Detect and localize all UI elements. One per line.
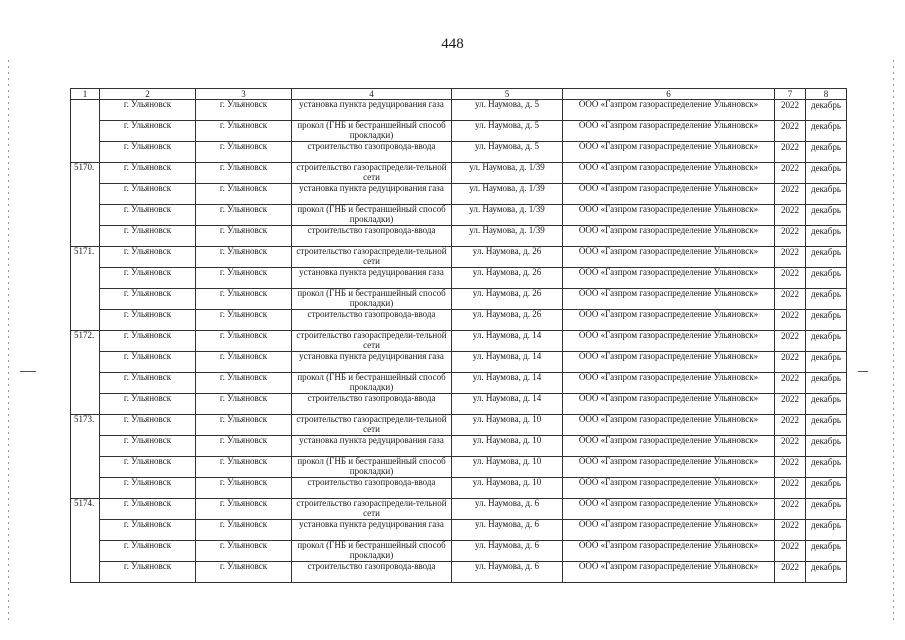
cell-c8: декабрь bbox=[806, 457, 847, 478]
cell-c4: строительство газораспредели-тельной сети bbox=[292, 247, 452, 268]
cell-c2: г. Ульяновск bbox=[100, 394, 196, 415]
table-row bbox=[71, 478, 847, 499]
cell-c4: строительство газораспредели-тельной сети bbox=[292, 499, 452, 520]
cell-c2: г. Ульяновск bbox=[100, 436, 196, 457]
cell-c8: декабрь bbox=[806, 394, 847, 415]
cell-c2: г. Ульяновск bbox=[100, 520, 196, 541]
cell-c8: декабрь bbox=[806, 415, 847, 436]
cell-c2: г. Ульяновск bbox=[100, 121, 196, 142]
cell-c4: установка пункта редуцирования газа bbox=[292, 184, 452, 205]
cell-c5: ул. Наумова, д. 26 bbox=[452, 247, 563, 268]
table-row bbox=[71, 331, 847, 352]
cell-c4: строительство газопровода-ввода bbox=[292, 142, 452, 163]
cell-c5: ул. Наумова, д. 14 bbox=[452, 373, 563, 394]
table-row bbox=[71, 457, 847, 478]
scan-edge-dots-right bbox=[893, 60, 894, 620]
table-row bbox=[71, 520, 847, 541]
table-row bbox=[71, 394, 847, 415]
cell-c5: ул. Наумова, д. 10 bbox=[452, 457, 563, 478]
cell-c4: прокол (ГНБ и бестраншейный способ прокладки) bbox=[292, 457, 452, 478]
cell-c5: ул. Наумова, д. 6 bbox=[452, 562, 563, 583]
cell-c4: строительство газопровода-ввода bbox=[292, 478, 452, 499]
cell-c4: строительство газопровода-ввода bbox=[292, 394, 452, 415]
cell-c7: 2022 bbox=[775, 436, 806, 457]
cell-c6: ООО «Газпром газораспределение Ульяновск» bbox=[563, 247, 775, 268]
item-number-cell: 5172. bbox=[71, 331, 100, 415]
cell-c6: ООО «Газпром газораспределение Ульяновск» bbox=[563, 457, 775, 478]
cell-c8: декабрь bbox=[806, 541, 847, 562]
cell-c6: ООО «Газпром газораспределение Ульяновск» bbox=[563, 310, 775, 331]
cell-c3: г. Ульяновск bbox=[196, 289, 292, 310]
cell-c5: ул. Наумова, д. 14 bbox=[452, 331, 563, 352]
cell-c5: ул. Наумова, д. 6 bbox=[452, 499, 563, 520]
cell-c7: 2022 bbox=[775, 310, 806, 331]
cell-c3: г. Ульяновск bbox=[196, 163, 292, 184]
cell-c8: декабрь bbox=[806, 310, 847, 331]
cell-c2: г. Ульяновск bbox=[100, 184, 196, 205]
cell-c8: декабрь bbox=[806, 289, 847, 310]
cell-c2: г. Ульяновск bbox=[100, 415, 196, 436]
cell-c2: г. Ульяновск bbox=[100, 331, 196, 352]
cell-c3: г. Ульяновск bbox=[196, 184, 292, 205]
cell-c3: г. Ульяновск bbox=[196, 205, 292, 226]
table-row bbox=[71, 163, 847, 184]
cell-c3: г. Ульяновск bbox=[196, 541, 292, 562]
item-number-cell: 5171. bbox=[71, 247, 100, 331]
cell-c6: ООО «Газпром газораспределение Ульяновск» bbox=[563, 100, 775, 121]
cell-c6: ООО «Газпром газораспределение Ульяновск» bbox=[563, 205, 775, 226]
scan-edge-dots-left bbox=[8, 60, 9, 620]
cell-c7: 2022 bbox=[775, 415, 806, 436]
cell-c8: декабрь bbox=[806, 142, 847, 163]
cell-c3: г. Ульяновск bbox=[196, 562, 292, 583]
cell-c4: строительство газораспредели-тельной сети bbox=[292, 163, 452, 184]
cell-c4: прокол (ГНБ и бестраншейный способ прокладки) bbox=[292, 121, 452, 142]
cell-c4: строительство газопровода-ввода bbox=[292, 310, 452, 331]
cell-c6: ООО «Газпром газораспределение Ульяновск» bbox=[563, 184, 775, 205]
cell-c5: ул. Наумова, д. 5 bbox=[452, 121, 563, 142]
cell-c5: ул. Наумова, д. 1/39 bbox=[452, 226, 563, 247]
cell-c6: ООО «Газпром газораспределение Ульяновск» bbox=[563, 478, 775, 499]
cell-c5: ул. Наумова, д. 6 bbox=[452, 520, 563, 541]
cell-c6: ООО «Газпром газораспределение Ульяновск» bbox=[563, 331, 775, 352]
cell-c5: ул. Наумова, д. 1/39 bbox=[452, 205, 563, 226]
cell-c5: ул. Наумова, д. 26 bbox=[452, 310, 563, 331]
cell-c6: ООО «Газпром газораспределение Ульяновск» bbox=[563, 268, 775, 289]
cell-c3: г. Ульяновск bbox=[196, 457, 292, 478]
cell-c7: 2022 bbox=[775, 394, 806, 415]
table-row bbox=[71, 268, 847, 289]
table-row bbox=[71, 121, 847, 142]
cell-c3: г. Ульяновск bbox=[196, 478, 292, 499]
cell-c4: установка пункта редуцирования газа bbox=[292, 100, 452, 121]
item-number-cell: 5174. bbox=[71, 499, 100, 583]
cell-c3: г. Ульяновск bbox=[196, 352, 292, 373]
cell-c4: установка пункта редуцирования газа bbox=[292, 520, 452, 541]
cell-c2: г. Ульяновск bbox=[100, 163, 196, 184]
table-row bbox=[71, 289, 847, 310]
table-row bbox=[71, 247, 847, 268]
cell-c7: 2022 bbox=[775, 163, 806, 184]
cell-c5: ул. Наумова, д. 10 bbox=[452, 436, 563, 457]
cell-c8: декабрь bbox=[806, 205, 847, 226]
column-header: 8 bbox=[806, 89, 847, 100]
cell-c8: декабрь bbox=[806, 163, 847, 184]
table-row bbox=[71, 142, 847, 163]
table-row bbox=[71, 352, 847, 373]
cell-c7: 2022 bbox=[775, 226, 806, 247]
cell-c3: г. Ульяновск bbox=[196, 226, 292, 247]
table-row bbox=[71, 436, 847, 457]
cell-c8: декабрь bbox=[806, 100, 847, 121]
cell-c8: декабрь bbox=[806, 352, 847, 373]
cell-c7: 2022 bbox=[775, 331, 806, 352]
cell-c5: ул. Наумова, д. 14 bbox=[452, 394, 563, 415]
cell-c3: г. Ульяновск bbox=[196, 268, 292, 289]
cell-c3: г. Ульяновск bbox=[196, 373, 292, 394]
cell-c7: 2022 bbox=[775, 205, 806, 226]
table-row bbox=[71, 100, 847, 121]
cell-c6: ООО «Газпром газораспределение Ульяновск» bbox=[563, 373, 775, 394]
table-row bbox=[71, 415, 847, 436]
cell-c3: г. Ульяновск bbox=[196, 499, 292, 520]
table-row bbox=[71, 373, 847, 394]
cell-c5: ул. Наумова, д. 5 bbox=[452, 142, 563, 163]
table-row bbox=[71, 205, 847, 226]
scan-edge-mark-left bbox=[20, 371, 36, 372]
cell-c2: г. Ульяновск bbox=[100, 562, 196, 583]
cell-c2: г. Ульяновск bbox=[100, 478, 196, 499]
cell-c4: строительство газораспредели-тельной сети bbox=[292, 331, 452, 352]
cell-c8: декабрь bbox=[806, 499, 847, 520]
column-header: 2 bbox=[100, 89, 196, 100]
column-number-row bbox=[71, 89, 847, 100]
cell-c7: 2022 bbox=[775, 478, 806, 499]
table-row bbox=[71, 562, 847, 583]
cell-c7: 2022 bbox=[775, 289, 806, 310]
cell-c8: декабрь bbox=[806, 331, 847, 352]
cell-c6: ООО «Газпром газораспределение Ульяновск» bbox=[563, 226, 775, 247]
cell-c7: 2022 bbox=[775, 520, 806, 541]
cell-c8: декабрь bbox=[806, 247, 847, 268]
table-row bbox=[71, 499, 847, 520]
cell-c7: 2022 bbox=[775, 247, 806, 268]
cell-c6: ООО «Газпром газораспределение Ульяновск» bbox=[563, 121, 775, 142]
cell-c2: г. Ульяновск bbox=[100, 142, 196, 163]
cell-c3: г. Ульяновск bbox=[196, 436, 292, 457]
cell-c8: декабрь bbox=[806, 121, 847, 142]
cell-c2: г. Ульяновск bbox=[100, 268, 196, 289]
cell-c6: ООО «Газпром газораспределение Ульяновск» bbox=[563, 436, 775, 457]
table-row bbox=[71, 541, 847, 562]
cell-c2: г. Ульяновск bbox=[100, 205, 196, 226]
cell-c6: ООО «Газпром газораспределение Ульяновск» bbox=[563, 394, 775, 415]
cell-c4: строительство газопровода-ввода bbox=[292, 226, 452, 247]
cell-c8: декабрь bbox=[806, 520, 847, 541]
cell-c2: г. Ульяновск bbox=[100, 499, 196, 520]
cell-c2: г. Ульяновск bbox=[100, 310, 196, 331]
cell-c2: г. Ульяновск bbox=[100, 373, 196, 394]
cell-c5: ул. Наумова, д. 14 bbox=[452, 352, 563, 373]
cell-c3: г. Ульяновск bbox=[196, 121, 292, 142]
cell-c4: строительство газопровода-ввода bbox=[292, 562, 452, 583]
cell-c8: декабрь bbox=[806, 184, 847, 205]
table-row bbox=[71, 310, 847, 331]
cell-c4: установка пункта редуцирования газа bbox=[292, 352, 452, 373]
cell-c5: ул. Наумова, д. 10 bbox=[452, 415, 563, 436]
cell-c4: прокол (ГНБ и бестраншейный способ прокладки) bbox=[292, 205, 452, 226]
cell-c8: декабрь bbox=[806, 478, 847, 499]
page-number: 448 bbox=[441, 36, 464, 52]
cell-c2: г. Ульяновск bbox=[100, 457, 196, 478]
cell-c2: г. Ульяновск bbox=[100, 541, 196, 562]
cell-c7: 2022 bbox=[775, 562, 806, 583]
cell-c4: строительство газораспредели-тельной сети bbox=[292, 415, 452, 436]
table-row bbox=[71, 184, 847, 205]
cell-c2: г. Ульяновск bbox=[100, 226, 196, 247]
table-row bbox=[71, 226, 847, 247]
cell-c5: ул. Наумова, д. 26 bbox=[452, 268, 563, 289]
cell-c2: г. Ульяновск bbox=[100, 289, 196, 310]
cell-c8: декабрь bbox=[806, 562, 847, 583]
cell-c3: г. Ульяновск bbox=[196, 310, 292, 331]
cell-c5: ул. Наумова, д. 1/39 bbox=[452, 184, 563, 205]
document-table-wrapper bbox=[70, 88, 847, 583]
cell-c2: г. Ульяновск bbox=[100, 100, 196, 121]
cell-c7: 2022 bbox=[775, 457, 806, 478]
cell-c8: декабрь bbox=[806, 268, 847, 289]
cell-c3: г. Ульяновск bbox=[196, 142, 292, 163]
cell-c7: 2022 bbox=[775, 541, 806, 562]
table-body bbox=[71, 100, 847, 583]
cell-c7: 2022 bbox=[775, 373, 806, 394]
cell-c6: ООО «Газпром газораспределение Ульяновск» bbox=[563, 541, 775, 562]
cell-c4: установка пункта редуцирования газа bbox=[292, 436, 452, 457]
item-number-cell: 5173. bbox=[71, 415, 100, 499]
cell-c4: прокол (ГНБ и бестраншейный способ прокладки) bbox=[292, 373, 452, 394]
cell-c8: декабрь bbox=[806, 226, 847, 247]
cell-c5: ул. Наумова, д. 10 bbox=[452, 478, 563, 499]
cell-c6: ООО «Газпром газораспределение Ульяновск» bbox=[563, 163, 775, 184]
scan-edge-mark-right bbox=[858, 371, 868, 372]
cell-c5: ул. Наумова, д. 26 bbox=[452, 289, 563, 310]
cell-c7: 2022 bbox=[775, 100, 806, 121]
cell-c4: прокол (ГНБ и бестраншейный способ прокладки) bbox=[292, 541, 452, 562]
cell-c7: 2022 bbox=[775, 142, 806, 163]
cell-c4: установка пункта редуцирования газа bbox=[292, 268, 452, 289]
cell-c6: ООО «Газпром газораспределение Ульяновск» bbox=[563, 142, 775, 163]
cell-c5: ул. Наумова, д. 1/39 bbox=[452, 163, 563, 184]
item-number-cell bbox=[71, 100, 100, 163]
cell-c3: г. Ульяновск bbox=[196, 415, 292, 436]
cell-c3: г. Ульяновск bbox=[196, 331, 292, 352]
construction-schedule-table bbox=[70, 88, 847, 583]
column-header: 4 bbox=[292, 89, 452, 100]
column-header: 5 bbox=[452, 89, 563, 100]
cell-c5: ул. Наумова, д. 6 bbox=[452, 541, 563, 562]
cell-c3: г. Ульяновск bbox=[196, 100, 292, 121]
cell-c6: ООО «Газпром газораспределение Ульяновск» bbox=[563, 562, 775, 583]
cell-c6: ООО «Газпром газораспределение Ульяновск» bbox=[563, 520, 775, 541]
cell-c7: 2022 bbox=[775, 499, 806, 520]
cell-c8: декабрь bbox=[806, 436, 847, 457]
column-header: 6 bbox=[563, 89, 775, 100]
cell-c7: 2022 bbox=[775, 184, 806, 205]
cell-c4: прокол (ГНБ и бестраншейный способ прокладки) bbox=[292, 289, 452, 310]
cell-c3: г. Ульяновск bbox=[196, 247, 292, 268]
cell-c5: ул. Наумова, д. 5 bbox=[452, 100, 563, 121]
cell-c2: г. Ульяновск bbox=[100, 352, 196, 373]
cell-c7: 2022 bbox=[775, 121, 806, 142]
item-number-cell: 5170. bbox=[71, 163, 100, 247]
cell-c2: г. Ульяновск bbox=[100, 247, 196, 268]
cell-c6: ООО «Газпром газораспределение Ульяновск» bbox=[563, 415, 775, 436]
cell-c7: 2022 bbox=[775, 352, 806, 373]
cell-c3: г. Ульяновск bbox=[196, 394, 292, 415]
cell-c3: г. Ульяновск bbox=[196, 520, 292, 541]
cell-c7: 2022 bbox=[775, 268, 806, 289]
column-header: 7 bbox=[775, 89, 806, 100]
cell-c6: ООО «Газпром газораспределение Ульяновск» bbox=[563, 352, 775, 373]
column-header: 1 bbox=[71, 89, 100, 100]
column-header: 3 bbox=[196, 89, 292, 100]
cell-c6: ООО «Газпром газораспределение Ульяновск» bbox=[563, 499, 775, 520]
cell-c8: декабрь bbox=[806, 373, 847, 394]
cell-c6: ООО «Газпром газораспределение Ульяновск» bbox=[563, 289, 775, 310]
